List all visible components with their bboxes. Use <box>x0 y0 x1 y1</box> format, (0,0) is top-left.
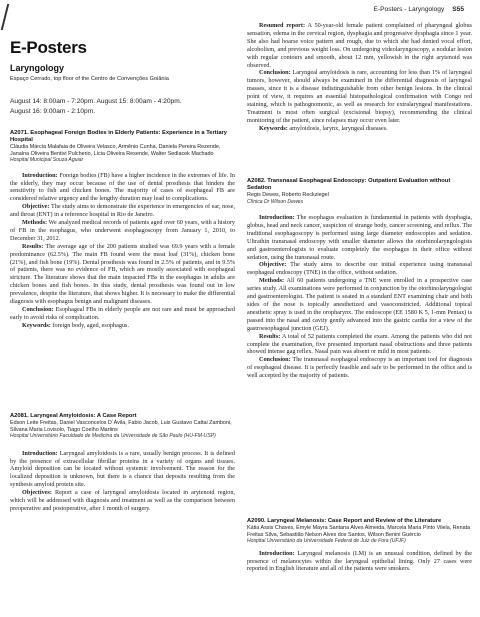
abstract-affiliation: Hospital Municipal Souza Aguiar <box>10 157 84 164</box>
label-introduction: Introduction: <box>259 214 295 221</box>
abstract-authors: Regis Dewes, Roberto Reckziegel <box>247 192 329 198</box>
abstract-a2082 <box>247 178 472 380</box>
abstract-objective <box>247 261 472 277</box>
abstract-resumed-report <box>247 22 472 69</box>
abstract-conclusion <box>10 306 235 322</box>
section-subtitle: Laryngology <box>10 63 65 73</box>
text-results: A total of 52 patients completed the exam. Among the patients who did not complete the examination, five presented important nasal obstructions and three patients showed intense gag reflex. Nasal pain was absent or mild in most patients. <box>247 332 472 356</box>
text-methods: All 60 patients undergoing a TNE were enrolled in a prospective case series study. All examinations were performed in conjunction by the otorhinolaryngologist and gastroenterologist. The patient is seated in a standard ENT examining chair and both sides of the nose is topically anesthetized and vasoconstricted. Additional topical anesthetic spray is used in the oropharynx. The endoscope (EE 1580 K 5, 1-mm Pentax) is passed into the nasal and cavity gently advanced into the gastric cardia for a view of the gastroesophageal junction (GEJ). <box>247 277 472 332</box>
dates-line-1: August 14: 8:00am - 7:20pm. August 15: 8:00am - 4:20pm. <box>10 98 182 105</box>
corner-slash-mark <box>1 4 9 30</box>
label-results: Results: <box>22 242 44 250</box>
abstract-keywords <box>247 125 472 133</box>
abstract-introduction <box>10 450 235 490</box>
abstract-affiliation: Hospital Universitário Faculdade de Medicina da Universidade de São Paulo (HU-FM-USP) <box>10 433 216 440</box>
dates-block <box>10 97 235 116</box>
label-conclusion: Conclusion: <box>259 356 291 364</box>
label-objective: Objective: <box>22 203 50 211</box>
abstract-a2071 <box>10 130 235 330</box>
abstract-results <box>10 243 235 306</box>
label-keywords: Keywords: <box>22 321 51 329</box>
running-head <box>374 6 464 13</box>
text-resumed: A 50-year-old female patient complained of pharyngeal globus sensation, edema in the cervical region, dysphagia and progressive dysphagia since 1 year. She also had hoarse voice pattern and rough, due to which she had denied vocal effort, alcoholism, and previous weight loss. On undergoing videolaryngoscopy, a nodular lesion with regular contours and smooth, about 12 mm, yellowish in the right arytenoid was observed. <box>247 22 472 69</box>
running-head-title: E-Posters - Laryngology <box>373 6 445 13</box>
abstract-title: A2071. Esophageal Foreign Bodies in Elderly Patients: Experience in a Tertiary Hospital <box>10 130 228 143</box>
abstract-methods <box>247 277 472 332</box>
text-introduction: Laryngeal melanosis (LM) is an unusual condition, defined by the presence of melanocytes within the laryngeal epithelial lining. Only 27 cases were reported in English literature and all of the patients were smokers. <box>247 549 473 573</box>
abstract-conclusion <box>247 69 472 124</box>
text-objective: The study aims to describe our initial experience using transnasal esophageal endoscopy (TNE) in the office, without sedation. <box>247 261 472 277</box>
abstract-authors: Cláudia Márcia Malafaia de Oliveira Velasco, Armênio Cunha, Daniela Pereira Rezende, Janaína Oliveira Bentivi Pulcherio, Lícia Oliveira Resende, Walter Sedlacek Machado <box>10 144 221 157</box>
label-objectives: Objectives: <box>22 489 52 497</box>
abstract-authors: Kátia Assis Chaves, Emyle Mayra Santana Alves Almeida, Marcela Maria Pinto Vilela, Renata Freitas Silva, Sebastião Nelson Alves dos Santos, Wilson Benini Guércio <box>247 525 471 538</box>
label-introduction: Introduction: <box>259 549 295 557</box>
venue-line: Espaço Cerrado, top floor of the Centro de Convenções Goiânia <box>10 76 169 82</box>
abstract-objectives <box>10 489 235 513</box>
text-conclusion: Esophageal FBs in elderly people are not rare and must be approached early to avoid risks of complication. <box>10 306 235 321</box>
text-conclusion: Laryngeal amyloidosis is rare, accounting for less than 1% of laryngeal tumors, however, should always be examined in the differential diagnosis of laryngeal masses, since it is a disease indistinguishable from other benign lesions. In the clinical point of view, it requires an essential histopathological confirmation with Congo red staining, which is pathognomonic, as well as research for extralaryngeal manifestations. Treatment is most often surgical (excisional biopsy), recommending the clinical monitoring of the patient, since relapses may occur even later. <box>247 69 472 124</box>
label-introduction: Introduction: <box>22 449 58 457</box>
abstract-introduction <box>247 550 472 574</box>
abstract-introduction <box>247 214 472 261</box>
abstract-introduction <box>10 172 235 204</box>
abstract-affiliation: Clínica Dr Wilson Dewes <box>247 198 303 205</box>
section-title: E-Posters <box>10 38 87 57</box>
label-results: Results: <box>259 332 281 340</box>
abstract-a2090 <box>247 518 472 573</box>
abstract-conclusion <box>247 356 472 380</box>
label-conclusion: Conclusion: <box>259 69 291 77</box>
abstract-affiliation: Hospital Universitário da Universidade Federal de Juiz de Fora (UFJF) <box>247 538 406 545</box>
label-introduction: Introduction: <box>22 171 58 179</box>
text-introduction: Laryngeal amyloidosis is a rare, usually benign process. It is defined by the presence of extracellular fibrillar proteins in a variety of organs and tissues. Amyloid deposition can be located without systemic involvement. The reason for the localized deposition is unknown, but there is a chance that deposits resulting from the synthesis amyloid protein site. <box>10 449 235 489</box>
text-introduction: Foreign bodies (FB) have a higher incidence in the extremes of life. In the elderly, they may occur because of the use of dental prosthesis that hinders the sensitivity to fish and chicken bones. The majority of cases of esophageal FB are considered relative urgency and the lengthy duration may lead to complications. <box>10 171 235 203</box>
label-methods: Methods: <box>22 219 48 227</box>
text-keywords: amyloidosis, larynx, laryngeal diseases. <box>289 124 388 132</box>
label-objective: Objective: <box>259 261 287 269</box>
label-keywords: Keywords: <box>259 124 288 132</box>
label-conclusion: Conclusion: <box>22 306 54 313</box>
abstract-objective <box>10 203 235 219</box>
page-number: S55 <box>452 6 464 13</box>
abstract-results <box>247 333 472 357</box>
label-resumed: Resumed report: <box>259 22 306 29</box>
text-methods: We analyzed medical records of patients aged over 60 years, with a history of FB in the esophagus, who underwent esophagoscopy from January 1, 2010, to December 31, 2012. <box>10 219 235 242</box>
text-introduction: The esophagus evaluation is fundamental in patients with dysphagia, globus, head and neck cancer, suspicion of strange body, cancer screening, and reflux. The traditional esophagoscopy is performed using large diameter endoscopies and sedation. Ultrathin transnasal endoscopy with smaller diameter allows the otorhinolaryngologists and gastroenterologists to evaluate completely the esophagus in their office without sedation, using the transnasal route. <box>247 214 472 261</box>
abstract-title: A2081. Laryngeal Amyloidosis: A Case Report <box>10 413 137 419</box>
text-results: The average age of the 200 patients studied was 69.9 years with a female predominance (62.5%). The main FB found were the meat loaf (31%), chicken bone (21%), and fish bone (19%). Dental prosthesis was found in 2.5% of patients, and in 9.5% of patients, there was no evidence of FB, which are mostly associated with esophageal stricture. The literature shows that the main impacted FBs in the esophagus in adults are chicken bones and fish bones. In this study, dental prosthesis was found out in low prevalence, despite the literature, that shows higher. It is necessary to make the differential diagnosis with esophagus benign and malignant diseases. <box>10 242 236 306</box>
abstract-a2081 <box>10 413 235 513</box>
abstract-a2081-continued <box>247 22 472 133</box>
abstract-methods <box>10 219 235 243</box>
text-conclusion: The transnasal esophageal endoscopy is an important tool for diagnosis of esophageal disease. It is perfectly feasible and safe to be performed in the office and is well accepted by the majority of patients. <box>247 356 472 380</box>
abstract-authors: Edson Leite Freitas, Daniel Vasconcelos D´Ávila, Fabio Jacob, Luis Gustavo Cattai Zamboni, Silvana Maria Lovisolo, Tiago Coelho Martins <box>10 420 232 433</box>
dates-line-2: August 16: 9:00am - 2:10pm. <box>10 107 96 115</box>
text-keywords: foreign body, aged, esophagus. <box>52 321 130 329</box>
label-methods: Methods: <box>259 277 285 285</box>
abstract-title: A2082. Transnasal Esophageal Endoscopy: Outpatient Evaluation without Sedation <box>247 178 451 191</box>
abstract-keywords <box>10 322 235 330</box>
text-objective: The study aims to demonstrate the experience in emergencies of ear, nose, and throat (ENT) in a reference hospital in Rio de Janeiro. <box>10 203 235 219</box>
abstract-title: A2090. Laryngeal Melanosis: Case Report and Review of the Literature <box>247 518 442 524</box>
text-objectives: Report a case of laryngeal amyloidosis located in arytenoid region, which will be addressed with diagnosis and treatment as well as the comparison between preoperative and postoperative, after 1 month of surgery. <box>10 489 235 512</box>
